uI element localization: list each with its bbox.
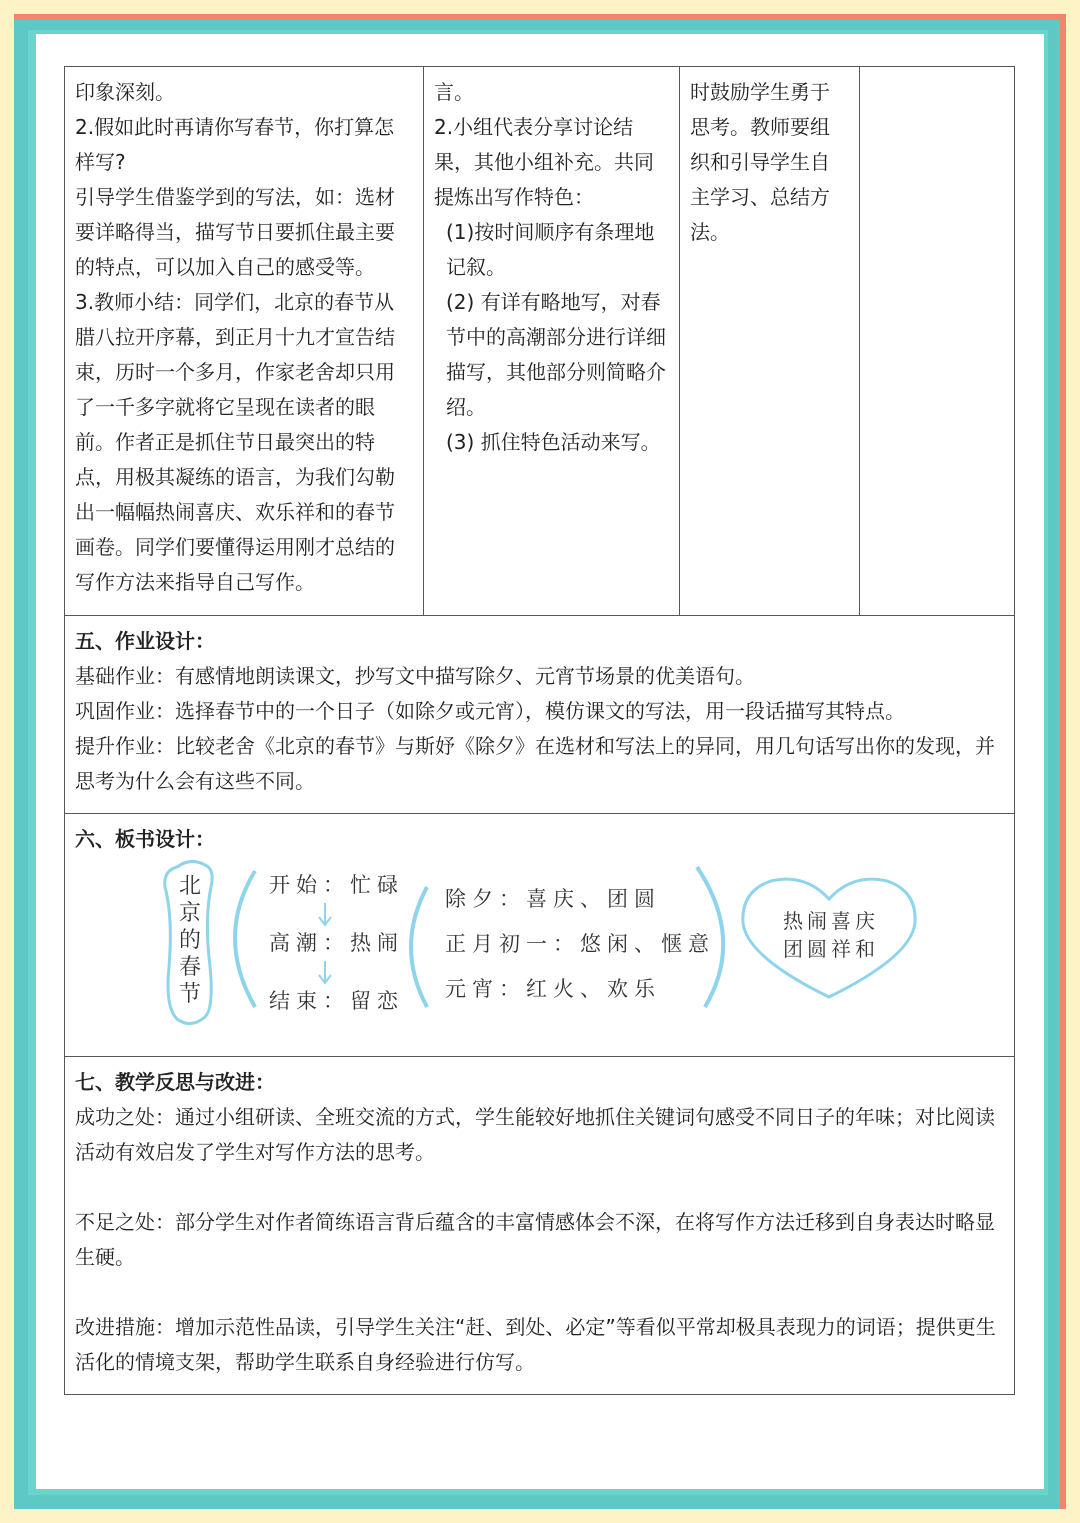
homework-cell	[65, 616, 1015, 814]
title-char: 春	[178, 955, 201, 980]
col1-line-0: 印象深刻。	[75, 80, 175, 104]
down-arrow-1	[319, 903, 331, 925]
student-activity-cell	[424, 67, 680, 616]
title-char: 的	[178, 928, 201, 953]
middle-bracket	[411, 887, 427, 1007]
title-char: 京	[178, 901, 201, 926]
lesson-table	[64, 66, 1015, 1395]
col1-line-2: 引导学生借鉴学到的写法，如：选材要详略得当，描写节日要抓住最主要的特点，可以加入自己的感受等。	[75, 185, 395, 279]
spacer	[75, 1170, 1004, 1205]
board-row	[65, 814, 1015, 1057]
col1-line-1: 2.假如此时再请你写春节，你打算怎样写?	[75, 115, 395, 174]
heart-line-2: 团圆祥和	[783, 937, 879, 961]
reflection-shortcoming: 不足之处：部分学生对作者简练语言背后蕴含的丰富情感体会不深，在将写作方法迁移到自身表达时略显生硬。	[75, 1210, 995, 1269]
col2-line-0: 言。	[434, 80, 474, 104]
homework-advanced: 提升作业：比较老舍《北京的春节》与斯妤《除夕》在选材和写法上的异同，用几句话写出你的发现，并思考为什么会有这些不同。	[75, 734, 995, 793]
reflection-heading: 七、教学反思与改进：	[75, 1070, 275, 1094]
reflection-success: 成功之处：通过小组研读、全班交流的方式，学生能较好地抓住关键词句感受不同日子的年味；对比阅读活动有效启发了学生对写作方法的思考。	[75, 1105, 995, 1164]
board-title-vertical	[175, 873, 205, 1008]
col2-line-1: 2.小组代表分享讨论结果，其他小组补充。共同提炼出写作特色：	[434, 115, 654, 209]
homework-row	[65, 616, 1015, 814]
board-design	[65, 857, 1014, 1047]
title-char: 北	[178, 874, 201, 899]
down-arrow-2	[319, 961, 331, 983]
col2-line-3: (2) 有详有略地写，对春节中的高潮部分进行详细描写，其他部分则简略介绍。	[446, 290, 666, 419]
day-lantern-festival: 元宵：红火、欢乐	[445, 977, 661, 1001]
day-new-years-eve: 除夕：喜庆、团圆	[445, 887, 661, 911]
homework-basic: 基础作业：有感情地朗读课文，抄写文中描写除夕、元宵节场景的优美语句。	[75, 664, 755, 688]
teaching-process-row	[65, 67, 1015, 616]
heart-line-1: 热闹喜庆	[783, 909, 879, 933]
homework-heading: 五、作业设计：	[75, 629, 215, 653]
col2-line-2: (1)按时间顺序有条理地记叙。	[446, 220, 655, 279]
flow-start: 开始：忙碌	[269, 873, 404, 897]
board-cell	[65, 814, 1015, 1057]
title-char: 节	[178, 982, 201, 1007]
empty-cell	[860, 67, 1015, 616]
lesson-plan-document	[64, 66, 1014, 1395]
board-heading: 六、板书设计：	[75, 827, 215, 851]
day-first-day: 正月初一：悠闲、惬意	[445, 932, 715, 956]
col1-line-3: 3.教师小结：同学们，北京的春节从腊八拉开序幕，到正月十九才宣告结束，历时一个多月，作家老舍却只用了一千多字就将它呈现在读者的眼前。作者正是抓住节日最突出的特点，用极其凝练的语言，为我们勾勒出一幅幅热闹喜庆、欢乐祥和的春节画卷。同学们要懂得运用刚才总结的写作方法来指导自己写作。	[75, 290, 395, 594]
reflection-row	[65, 1057, 1015, 1395]
reflection-cell	[65, 1057, 1015, 1395]
frame-accent-top	[14, 14, 1066, 20]
reflection-improvement: 改进措施：增加示范性品读，引导学生关注“赶、到处、必定”等看似平常却极具表现力的词语；提供更生活化的情境支架，帮助学生联系自身经验进行仿写。	[75, 1315, 996, 1374]
col2-line-4: (3) 抓住特色活动来写。	[446, 430, 661, 454]
col3-text: 时鼓励学生勇于思考。教师要组织和引导学生自主学习、总结方法。	[690, 80, 830, 244]
design-intent-cell	[680, 67, 860, 616]
teacher-activity-cell	[65, 67, 424, 616]
left-bracket	[235, 871, 255, 1007]
frame-accent-right	[1060, 14, 1066, 1509]
flow-climax: 高潮：热闹	[269, 931, 404, 955]
flow-end: 结束：留恋	[269, 989, 404, 1013]
homework-consolidate: 巩固作业：选择春节中的一个日子（如除夕或元宵），模仿课文的写法，用一段话描写其特点。	[75, 699, 905, 723]
spacer	[75, 1275, 1004, 1310]
